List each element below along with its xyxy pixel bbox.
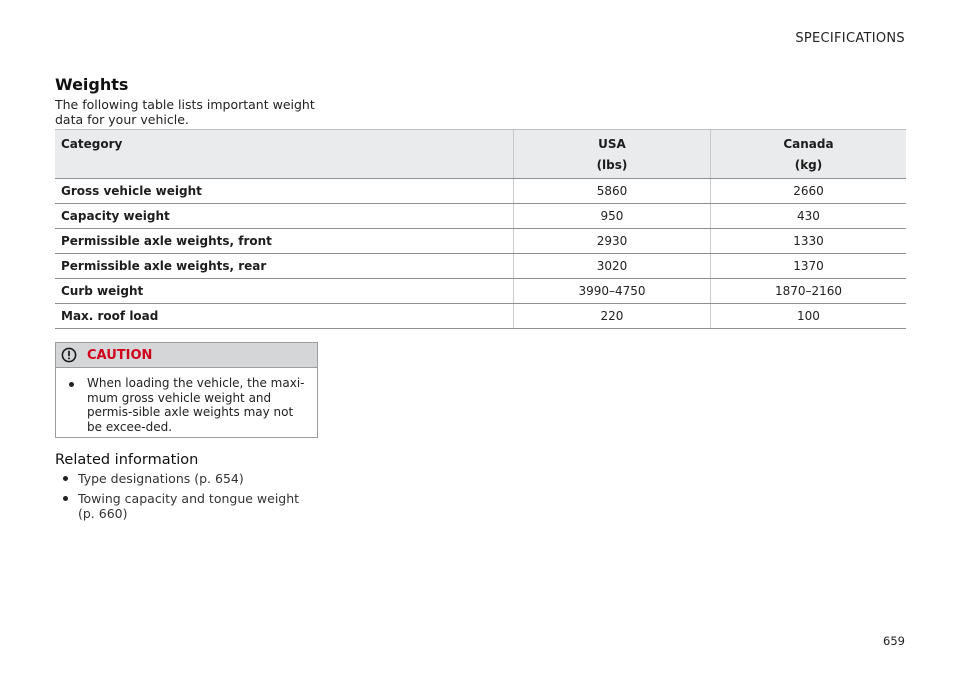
caution-body [56,368,317,434]
row-category: Curb weight [55,279,514,304]
table-row [55,179,906,204]
related-info-title: Related information [55,452,199,468]
related-link-label: Type designations (p. 654) [78,471,244,486]
row-category: Permissible axle weights, front [55,229,514,254]
row-usa-value: 5860 [514,179,711,204]
table-row [55,279,906,304]
table-row [55,254,906,279]
section-header: SPECIFICATIONS [795,31,905,46]
weights-table [55,129,906,329]
related-info-list [55,471,315,526]
related-link-type-designations[interactable] [55,471,315,486]
row-usa-value: 3990–4750 [514,279,711,304]
row-category: Max. roof load [55,304,514,329]
row-canada-value: 2660 [710,179,906,204]
row-canada-value: 1370 [710,254,906,279]
bullet-icon [63,476,68,481]
intro-text: The following table lists important weight data for your vehicle. [55,97,315,127]
bullet-icon [69,382,74,387]
row-usa-value: 2930 [514,229,711,254]
caution-header [56,343,317,368]
table-row [55,304,906,329]
table-row [55,229,906,254]
row-usa-value: 950 [514,204,711,229]
page-number: 659 [883,634,905,648]
caution-label: CAUTION [87,347,153,363]
row-category: Gross vehicle weight [55,179,514,204]
related-link-label: Towing capacity and tongue weight (p. 660) [78,491,300,521]
header-canada: Canada (kg) [710,130,906,179]
caution-text: When loading the vehicle, the maxi-mum gross vehicle weight and permis-sible axle weights may not be excee-ded. [87,376,305,434]
row-category: Capacity weight [55,204,514,229]
caution-box [55,342,318,438]
page-title: Weights [55,75,129,94]
table-row [55,204,906,229]
table-header-row [55,130,906,179]
header-usa: USA (lbs) [514,130,711,179]
related-link-towing-capacity[interactable] [55,491,315,521]
row-canada-value: 1870–2160 [710,279,906,304]
row-usa-value: 3020 [514,254,711,279]
row-canada-value: 1330 [710,229,906,254]
warning-circle-icon [61,347,77,363]
row-usa-value: 220 [514,304,711,329]
row-category: Permissible axle weights, rear [55,254,514,279]
row-canada-value: 100 [710,304,906,329]
bullet-icon [63,496,68,501]
row-canada-value: 430 [710,204,906,229]
header-category: Category [55,130,514,179]
